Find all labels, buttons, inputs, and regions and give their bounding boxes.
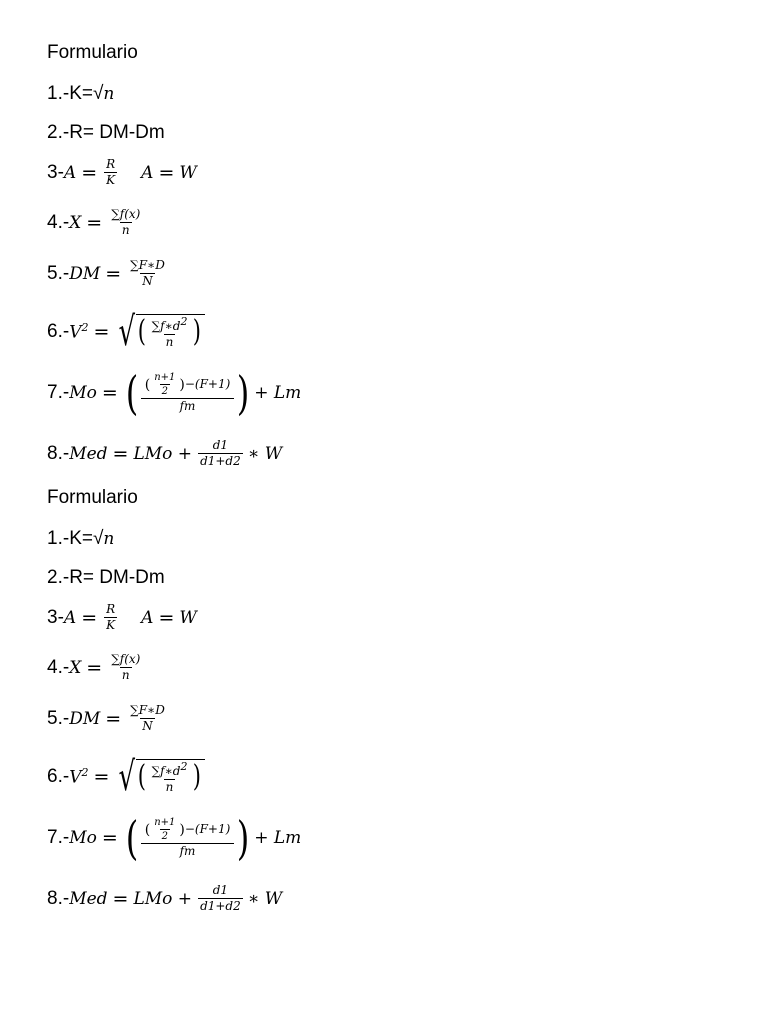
formula-5: 5.- DM = $\frac{\sum F∗D}{N}$ xyxy=(47,258,165,288)
formula-2: 2.- R= DM-Dm xyxy=(47,122,165,143)
formula-2: 2.- R= DM-Dm xyxy=(47,567,165,588)
fraction: $\frac{\sum F∗D}{N}$ xyxy=(130,703,165,733)
formula-5: 5.- DM = $\frac{\sum F∗D}{N}$ xyxy=(47,703,165,733)
fraction: $\frac{d1}{d1+d2}$ xyxy=(200,883,241,913)
section-title: Formulario xyxy=(47,42,138,63)
formula-8: 8.- Med = LMo + $\frac{d1}{d1+d2}$ ∗ W xyxy=(47,883,283,913)
formula-3: 3- A = $\frac{R}{K}$ A = W xyxy=(47,602,197,632)
fraction: $\frac{\sum f(x)}{n}$ xyxy=(111,652,141,682)
fraction: $\frac{d1}{d1+d2}$ xyxy=(200,438,241,468)
fraction: $\frac{R}{K}$ xyxy=(106,157,116,187)
formula-3: 3- A = $\frac{R}{K}$ A = W xyxy=(47,157,197,187)
formula-7: 7.- Mo = ( ( $\frac{n+1}{2}$ ) −(F+1) fm ) + Lm xyxy=(47,365,302,420)
section-title: Formulario xyxy=(47,487,138,508)
fraction: $\frac{\sum f∗d^2}{n}$ xyxy=(151,315,188,349)
formula-1: 1.- K=√ n xyxy=(47,83,115,104)
fraction: ( $\frac{n+1}{2}$ ) −(F+1) fm xyxy=(143,372,233,413)
formula-4: 4.- X = $\frac{\sum f(x)}{n}$ xyxy=(47,207,141,237)
fraction: $\frac{\sum f(x)}{n}$ xyxy=(111,207,141,237)
formula-8: 8.- Med = LMo + $\frac{d1}{d1+d2}$ ∗ W xyxy=(47,438,283,468)
fraction: ( $\frac{n+1}{2}$ ) −(F+1) fm xyxy=(143,817,233,858)
square-root: √ ( $\frac{\sum f∗d^2}{n}$ ) xyxy=(114,756,205,798)
formula-6: 6.- $V^2$ = √ ( $\frac{\sum f∗d^2}{n}$ ) xyxy=(47,756,205,798)
formula-6: 6.- $V^2$ = √ ( $\frac{\sum f∗d^2}{n}$ ) xyxy=(47,311,205,353)
fraction: $\frac{\sum f∗d^2}{n}$ xyxy=(151,760,188,794)
fraction: $\frac{\sum F∗D}{N}$ xyxy=(130,258,165,288)
formula-4: 4.- X = $\frac{\sum f(x)}{n}$ xyxy=(47,652,141,682)
formula-1: 1.- K=√ n xyxy=(47,528,115,549)
formula-7: 7.- Mo = ( ( $\frac{n+1}{2}$ ) −(F+1) fm ) + Lm xyxy=(47,810,302,865)
square-root: √ ( $\frac{\sum f∗d^2}{n}$ ) xyxy=(114,311,205,353)
fraction: $\frac{R}{K}$ xyxy=(106,602,116,632)
